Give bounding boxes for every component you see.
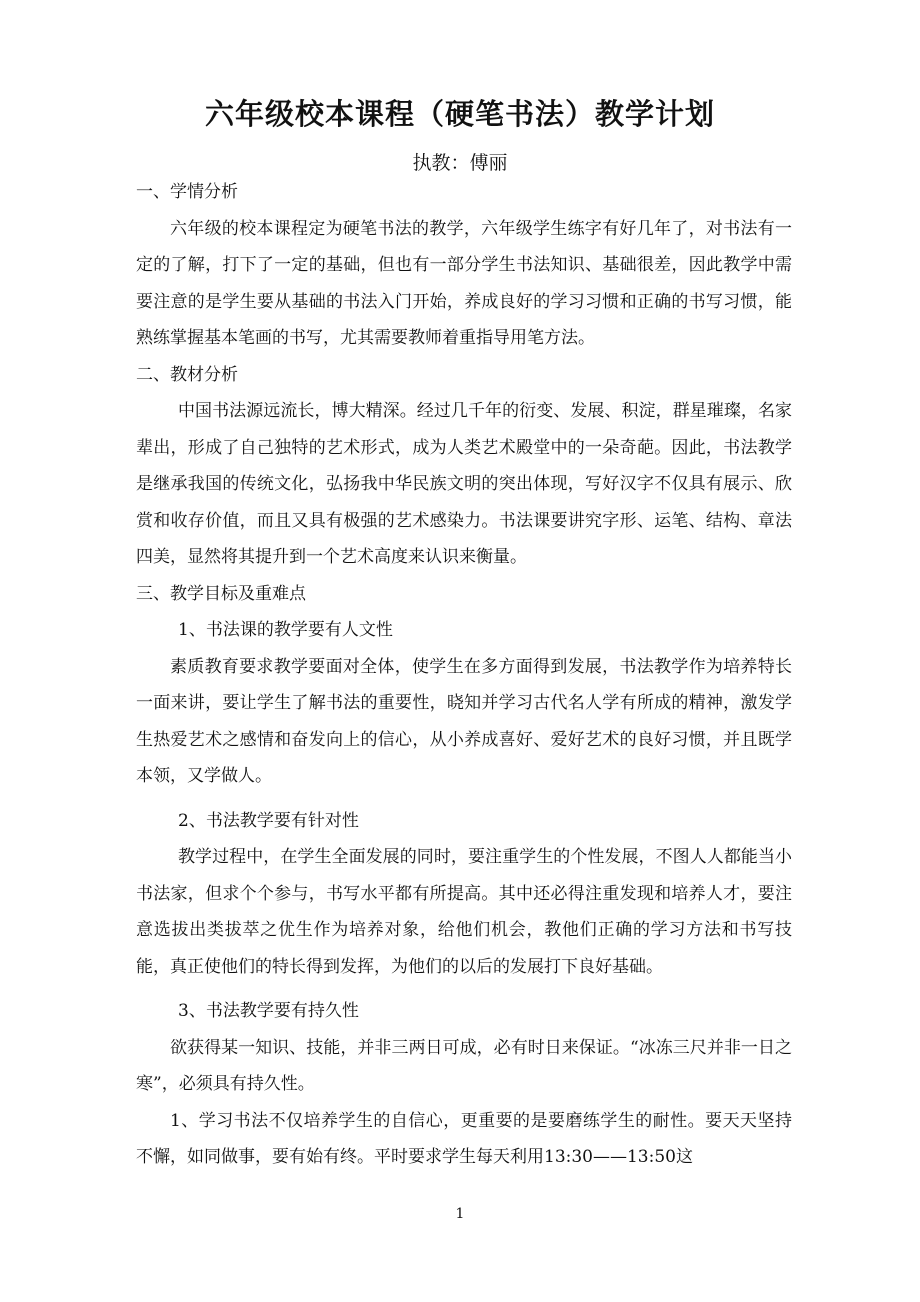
section-heading-goals: 三、教学目标及重难点 xyxy=(136,583,306,604)
goal-subheading-targeted: 2、书法教学要有针对性 xyxy=(178,810,359,831)
goal-paragraph-persistent-extra: 1、学习书法不仅培养学生的自信心，更重要的是要磨练学生的耐性。要天天坚持不懈，如同做事，要有始有终。平时要求学生每天利用13:30——13:50这 xyxy=(136,1110,792,1167)
goal-subheading-persistent: 3、书法教学要有持久性 xyxy=(178,1001,359,1021)
section-paragraph-materials: 中国书法源远流长，博大精深。经过几千年的衍变、发展、积淀，群星璀璨，名家辈出，形成了自己独特的艺术形式，成为人类艺术殿堂中的一朵奇葩。因此，书法教学是继承我国的传统文化，弘扬我中华民族文明的突出体现，写好汉字不仅具有展示、欣赏和收存价值，而且又具有极强的艺术感染力。书法课要讲究字形、运笔、结构、章法四美，显然将其提升到一个艺术高度来认识来衡量。 xyxy=(136,401,792,567)
goal-paragraph-targeted: 教学过程中，在学生全面发展的同时，要注重学生的个性发展，不图人人都能当小书法家，但求个个参与，书写水平都有所提高。其中还必得注重发现和培养人才，要注意选拔出类拔萃之优生作为培养对象，给他们机会，教他们正确的学习方法和书写技能，真正使他们的特长得到发挥，为他们的以后的发展打下良好基础。 xyxy=(136,847,792,977)
section-paragraph-situation: 六年级的校本课程定为硬笔书法的教学，六年级学生练字有好几年了，对书法有一定的了解，打下了一定的基础，但也有一部分学生书法知识、基础很差，因此教学中需要注意的是学生要从基础的书法入门开始，养成良好的学习习惯和正确的书写习惯，能熟练掌握基本笔画的书写，尤其需要教师着重指导用笔方法。 xyxy=(136,218,792,348)
author-line: 执教：傅丽 xyxy=(412,152,508,174)
goal-paragraph-humanistic: 素质教育要求教学要面对全体，使学生在多方面得到发展，书法教学作为培养特长一面来讲，要让学生了解书法的重要性，晓知并学习古代名人学有所成的精神，激发学生热爱艺术之感情和奋发向上的信心，从小养成喜好、爱好艺术的良好习惯，并且既学本领，又学做人。 xyxy=(136,656,792,786)
page-number: 1 xyxy=(455,1206,465,1222)
section-heading-situation: 一、学情分析 xyxy=(136,182,238,202)
goal-paragraph-persistent: 欲获得某一知识、技能，并非三两日可成，必有时日来保证。“冰冻三尺并非一日之寒”，必须具有持久性。 xyxy=(136,1037,792,1094)
document-body xyxy=(136,174,792,1176)
section-heading-materials: 二、教材分析 xyxy=(136,364,238,385)
goal-subheading-humanistic: 1、书法课的教学要有人文性 xyxy=(178,620,393,640)
document-title: 六年级校本课程（硬笔书法）教学计划 xyxy=(204,97,715,131)
